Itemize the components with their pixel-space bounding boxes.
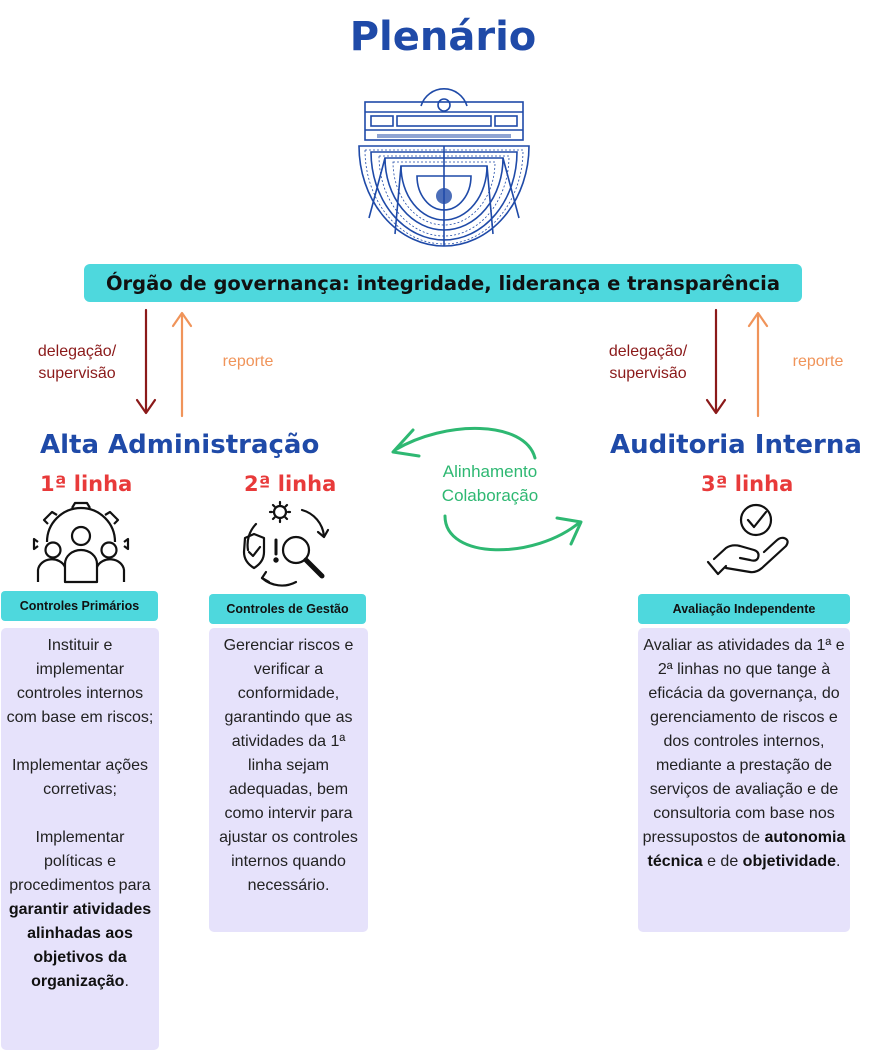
- delegation-text: delegação/: [37, 343, 117, 360]
- card1-end-text: .: [124, 973, 129, 990]
- controles-primarios-card: [1, 628, 159, 1050]
- page-title: Plenário: [349, 14, 537, 60]
- controles-gestao-pill: Controles de Gestão: [209, 594, 366, 624]
- delegation-arrows-left: [130, 308, 200, 420]
- avaliacao-independente-pill: Avaliação Independente: [638, 594, 850, 624]
- first-line-label: 1ª linha: [40, 472, 133, 496]
- card2-paragraph: Gerenciar riscos e verificar a conformidade, garantindo que as atividades da 1ª linha sejam adequadas, bem como intervir para ajustar os controles internos quando necessário.: [219, 637, 358, 894]
- card1-paragraph-3: [5, 826, 155, 994]
- alignment-label: [410, 460, 570, 508]
- delegation-label-left: [22, 341, 132, 385]
- top-curve-arrow: [395, 428, 535, 458]
- risk-management-icon: [240, 500, 334, 586]
- report-label-left: reporte: [222, 353, 274, 370]
- alignment-text: Alinhamento: [442, 462, 538, 481]
- card1-bold-text: garantir atividades alinhadas aos objetivos da organização: [8, 901, 152, 990]
- plenario-building-icon: [355, 78, 533, 254]
- delegation-label-right: [593, 341, 703, 385]
- report-label-right: reporte: [792, 353, 844, 370]
- second-line-label: 2ª linha: [244, 472, 337, 496]
- card1-paragraph-1: Instituir e implementar controles internos com base em riscos;: [6, 637, 154, 726]
- supervision-text: supervisão: [38, 365, 116, 382]
- controles-primarios-pill: Controles Primários: [1, 591, 158, 621]
- auditoria-interna-title: Auditoria Interna: [610, 430, 862, 460]
- third-line-label: 3ª linha: [701, 472, 794, 496]
- hand-checkmark-icon: [706, 502, 792, 582]
- alta-administracao-title: Alta Administração: [40, 430, 320, 460]
- card1-paragraph-2: Implementar ações corretivas;: [11, 757, 149, 798]
- card3-end-text: .: [836, 853, 841, 870]
- team-gear-icon: [32, 502, 130, 584]
- delegation-text: delegação/: [608, 343, 688, 360]
- delegation-arrows-right: [700, 308, 770, 420]
- avaliacao-independente-card: [638, 628, 850, 932]
- supervision-text: supervisão: [609, 365, 687, 382]
- card3-bold-text-1: autonomia técnica: [647, 829, 846, 870]
- governance-banner: Órgão de governança: integridade, liderança e transparência: [84, 264, 802, 302]
- controles-gestao-card: [209, 628, 368, 932]
- card3-paragraph: [642, 634, 846, 874]
- collaboration-text: Colaboração: [441, 486, 539, 505]
- bottom-curve-arrow: [445, 516, 580, 550]
- card3-plain-text-2: e de: [702, 853, 743, 870]
- card3-plain-text-1: Avaliar as atividades da 1ª e 2ª linhas no que tange à eficácia da governança, do gerenciamento de riscos e dos controles internos, mediante a prestação de serviços de avaliação e de consultoria com base nos pressupostos de: [642, 637, 845, 846]
- card3-bold-text-2: objetividade: [742, 853, 837, 870]
- card1-plain-text: Implementar políticas e procedimentos para: [9, 829, 151, 894]
